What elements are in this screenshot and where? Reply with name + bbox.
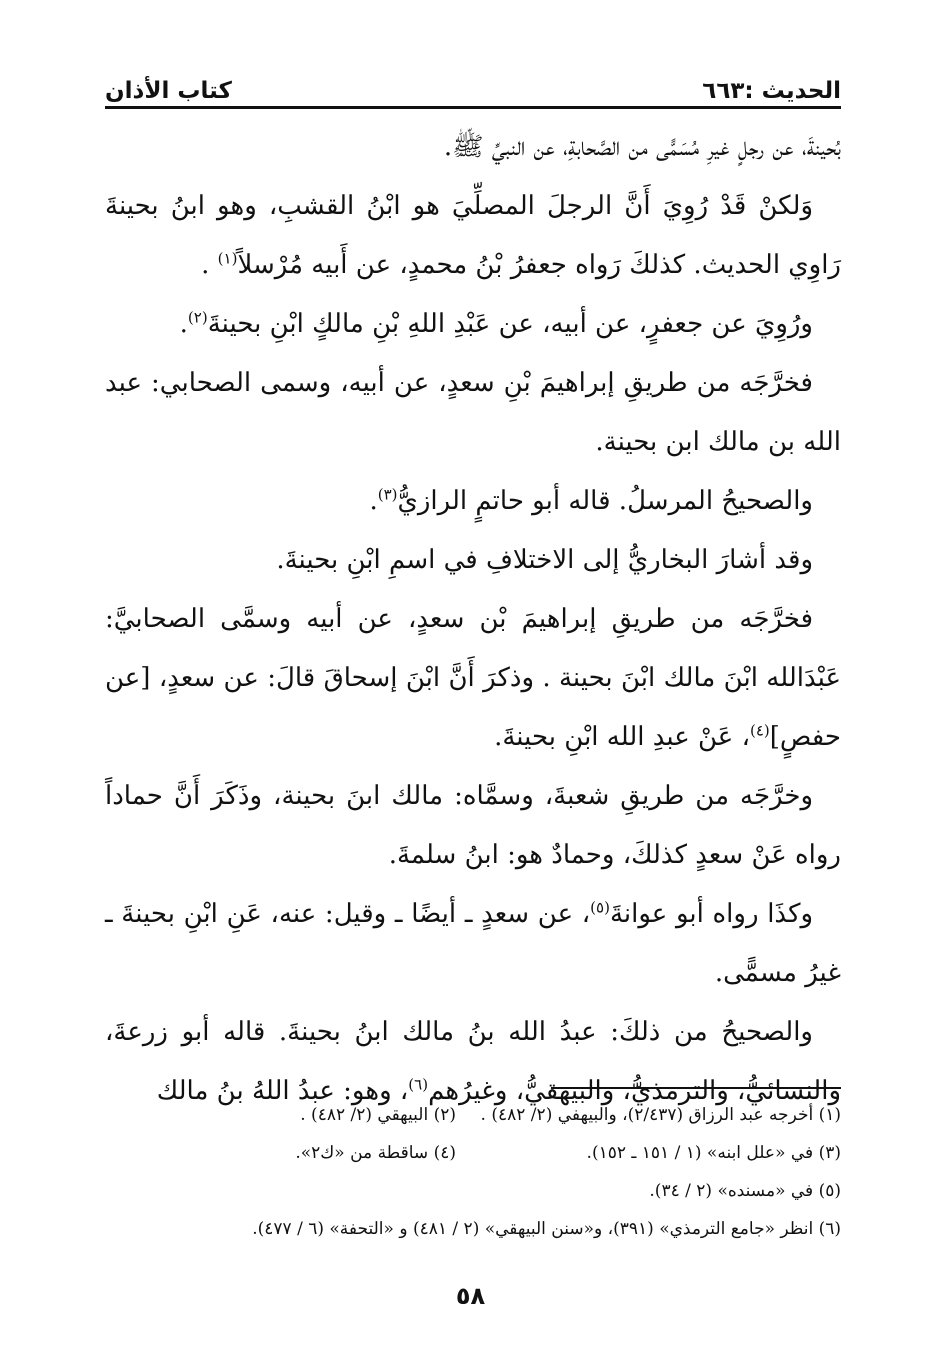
footnote-ref: (٥) xyxy=(590,898,610,917)
footnote-ref: (٣) xyxy=(377,485,398,504)
footnote-6: (٦) انظر «جامع الترمذي» (٣٩١)، و«سنن البيهقي» (٢ / ٤٨١) و «التحفة» (٦ / ٤٧٧). xyxy=(252,1219,841,1239)
main-text xyxy=(105,118,841,1121)
footnote-ref: (١) xyxy=(217,249,238,268)
paragraph-text: وكذَا رواه أبو عوانةَ xyxy=(609,899,814,929)
footnote-3: (٣) في «علل ابنه» (١ / ١٥١ ـ ١٥٢). xyxy=(586,1143,841,1163)
footnote-5: (٥) في «مسنده» (٢ / ٣٤). xyxy=(649,1181,841,1201)
paragraph-text: والصحيحُ المرسلُ. قاله أبو حاتمٍ الرازيُّ xyxy=(397,486,813,516)
paragraph xyxy=(105,295,841,354)
paragraph xyxy=(105,767,841,885)
paragraph xyxy=(105,118,841,177)
paragraph-tail: . xyxy=(179,309,188,339)
paragraph-text: فخرَّجَه من طريقِ إبراهيمَ بْنِ سعدٍ، عن أبيه، وسمى الصحابي: عبد الله بن مالك ابن بحينة. xyxy=(105,368,841,457)
paragraph-tail: . xyxy=(369,486,378,516)
paragraph-text: بُحينةَ، عن رجلٍ غيرِ مُسَمًّى من الصَّحابةِ، عن النبيِّ ﷺ. xyxy=(443,132,841,162)
paragraph xyxy=(105,885,841,1003)
footnote-row xyxy=(105,1096,841,1134)
footnote-ref: (٤) xyxy=(749,721,770,740)
paragraph-tail: . xyxy=(201,250,218,280)
paragraph xyxy=(105,590,841,767)
paragraph-text: وقد أشارَ البخاريُّ إلى الاختلافِ في اسمِ ابْنِ بحينةَ. xyxy=(276,545,813,575)
footnote-1: (١) أخرجه عبد الرزاق (٢/٤٣٧)، والبيهفي (٢/ ٤٨٢) . xyxy=(480,1105,841,1125)
hadith-number: الحديث :٦٦٣ xyxy=(702,78,841,104)
paragraph-text: والصحيحُ من ذلكَ: عبدُ الله بنُ مالك ابنُ بحينةَ. قاله أبو زرعةَ، والنسائيُّ، والترمذيُّ، والبيهقيُّ، وغيرُهم xyxy=(105,1017,841,1106)
footnote-row xyxy=(105,1172,841,1210)
paragraph-text: فخرَّجَه من طريقِ إبراهيمَ بْن سعدٍ، عن أبيه وسمَّى الصحابيَّ: عَبْدَالله ابْنَ مالك ابْنَ بحينة . وذكرَ أَنَّ ابْنَ إسحاقَ قالَ: عن سعدٍ، [عن حفصٍ] xyxy=(105,604,841,752)
footnote-4: (٤) ساقطة من «ك٢». xyxy=(295,1143,456,1163)
paragraph-text: وخرَّجَه من طريقِ شعبةَ، وسمَّاه: مالك ابنَ بحينة، وذَكَرَ أَنَّ حماداً رواه عَنْ سعدٍ كذلكَ، وحمادٌ هو: ابنُ سلمةَ. xyxy=(105,781,841,870)
footnote-divider xyxy=(551,1087,841,1089)
footnote-row xyxy=(105,1134,841,1172)
paragraph xyxy=(105,472,841,531)
paragraph-tail: ، عَنْ عبدِ الله ابْنِ بحينةَ. xyxy=(494,722,750,752)
paragraph-tail: ، وهو: عبدُ اللهُ بنُ مالك xyxy=(156,1076,409,1106)
page-header xyxy=(105,68,841,104)
footnote-row xyxy=(105,1210,841,1248)
paragraph xyxy=(105,531,841,590)
footnote-ref: (٢) xyxy=(187,308,208,327)
header-divider xyxy=(105,106,841,109)
paragraph xyxy=(105,354,841,472)
footnotes xyxy=(105,1096,841,1248)
page-number: ٥٨ xyxy=(455,1282,486,1310)
footnote-2: (٢) البيهقي (٢/ ٤٨٢) . xyxy=(300,1105,456,1125)
paragraph xyxy=(105,177,841,295)
paragraph-tail: ، عن سعدٍ ـ أيضًا ـ وقيل: عنه، عَنِ ابْنِ بحينةَ ـ غيرُ مسمًّى. xyxy=(105,899,841,988)
footnote-ref: (٦) xyxy=(408,1075,429,1094)
book-chapter-title: كتاب الأذان xyxy=(105,78,232,104)
paragraph-text: ورُوِيَ عن جعفرٍ، عن أبيه، عن عَبْدِ اللهِ بْنِ مالكٍ ابْنِ بحينةَ xyxy=(207,309,813,339)
paragraph-text: وَلكنْ قَدْ رُوِيَ أَنَّ الرجلَ المصلِّيَ هو ابْنُ القشبِ، وهو ابنُ بحينةَ رَاوِي الحديث. كذلكَ رَواه جعفرُ بْنُ محمدٍ، عن أَبيه مُرْسلاً xyxy=(105,191,841,280)
